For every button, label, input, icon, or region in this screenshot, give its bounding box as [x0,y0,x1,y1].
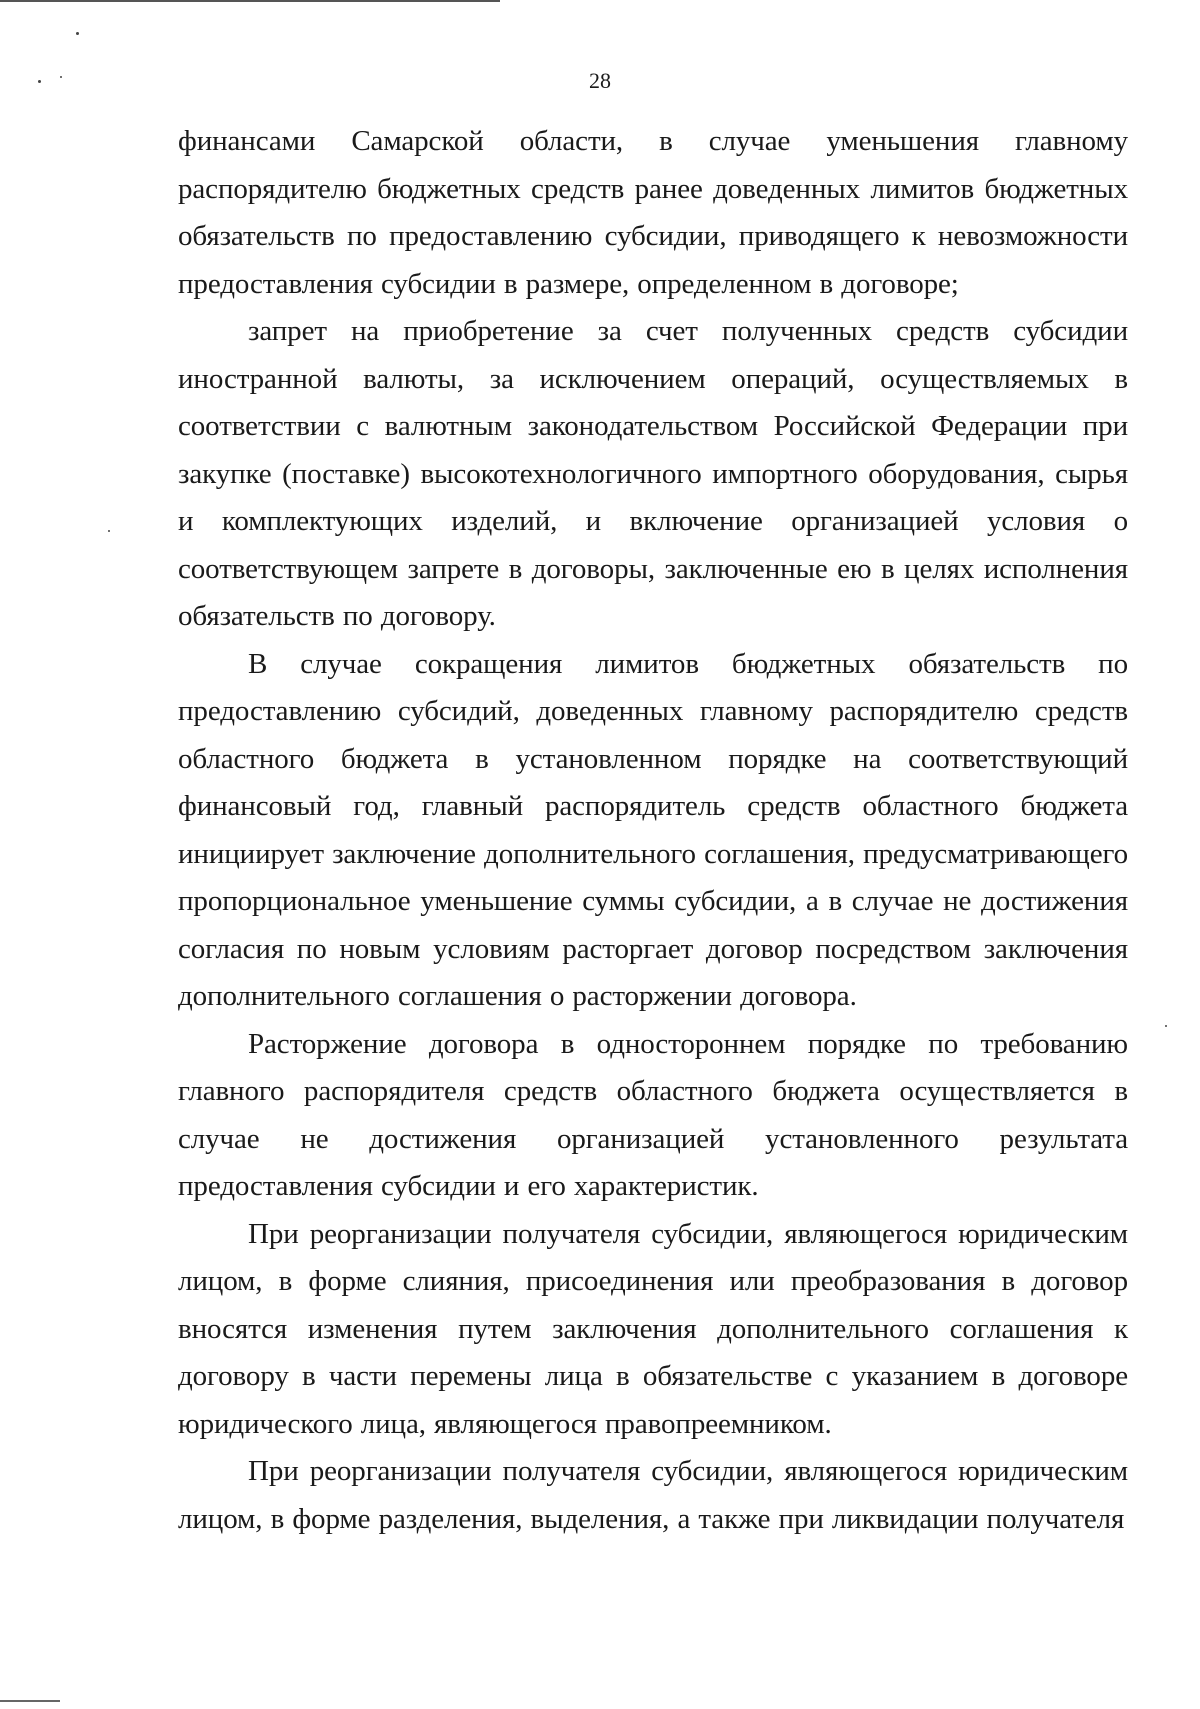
scan-edge-bottom [0,1700,60,1702]
scan-edge-top [0,0,500,2]
paragraph: При реорганизации получателя субсидии, являющегося юридическим лицом, в форме слияния, присоединения или преобразования в договор вносятся изменения путем заключения дополнительного соглашения к договору в части перемены лица в обязательстве с указанием в договоре юридического лица, являющегося правопреемником. [178,1217,1128,1440]
paragraph: При реорганизации получателя субсидии, являющегося юридическим лицом, в форме разделения, выделения, а также при ликвидации получателя [178,1455,1128,1535]
page-number: 28 [589,68,611,93]
document-body [178,118,1128,1543]
paragraph: финансами Самарской области, в случае уменьшения главному распорядителю бюджетных средств ранее доведенных лимитов бюджетных обязательств по предоставлению субсидии, приводящего к невозможности предоставления субсидии в размере, определенном в договоре; [178,125,1128,300]
scan-speck [108,530,110,532]
scan-speck [1165,1025,1167,1027]
paragraph: В случае сокращения лимитов бюджетных обязательств по предоставлению субсидий, доведенных главному распорядителю средств областного бюджета в установленном порядке на соответствующий финансовый год, главный распорядитель средств областного бюджета инициирует заключение дополнительного соглашения, предусматривающего пропорциональное уменьшение суммы субсидии, а в случае не достижения согласия по новым условиям расторгает договор посредством заключения дополнительного соглашения о расторжении договора. [178,647,1128,1012]
scan-speck [76,32,79,35]
paragraph: запрет на приобретение за счет полученных средств субсидии иностранной валюты, за исключением операций, осуществляемых в соответствии с валютным законодательством Российской Федерации при закупке (поставке) высокотехнологичного импортного оборудования, сырья и комплектующих изделий, и включение организацией условия о соответствующем запрете в договоры, заключенные ею в целях исполнения обязательств по договору. [178,315,1128,632]
paragraph: Расторжение договора в одностороннем порядке по требованию главного распорядителя средств областного бюджета осуществляется в случае не достижения организацией установленного результата предоставления субсидии и его характеристик. [178,1027,1128,1202]
